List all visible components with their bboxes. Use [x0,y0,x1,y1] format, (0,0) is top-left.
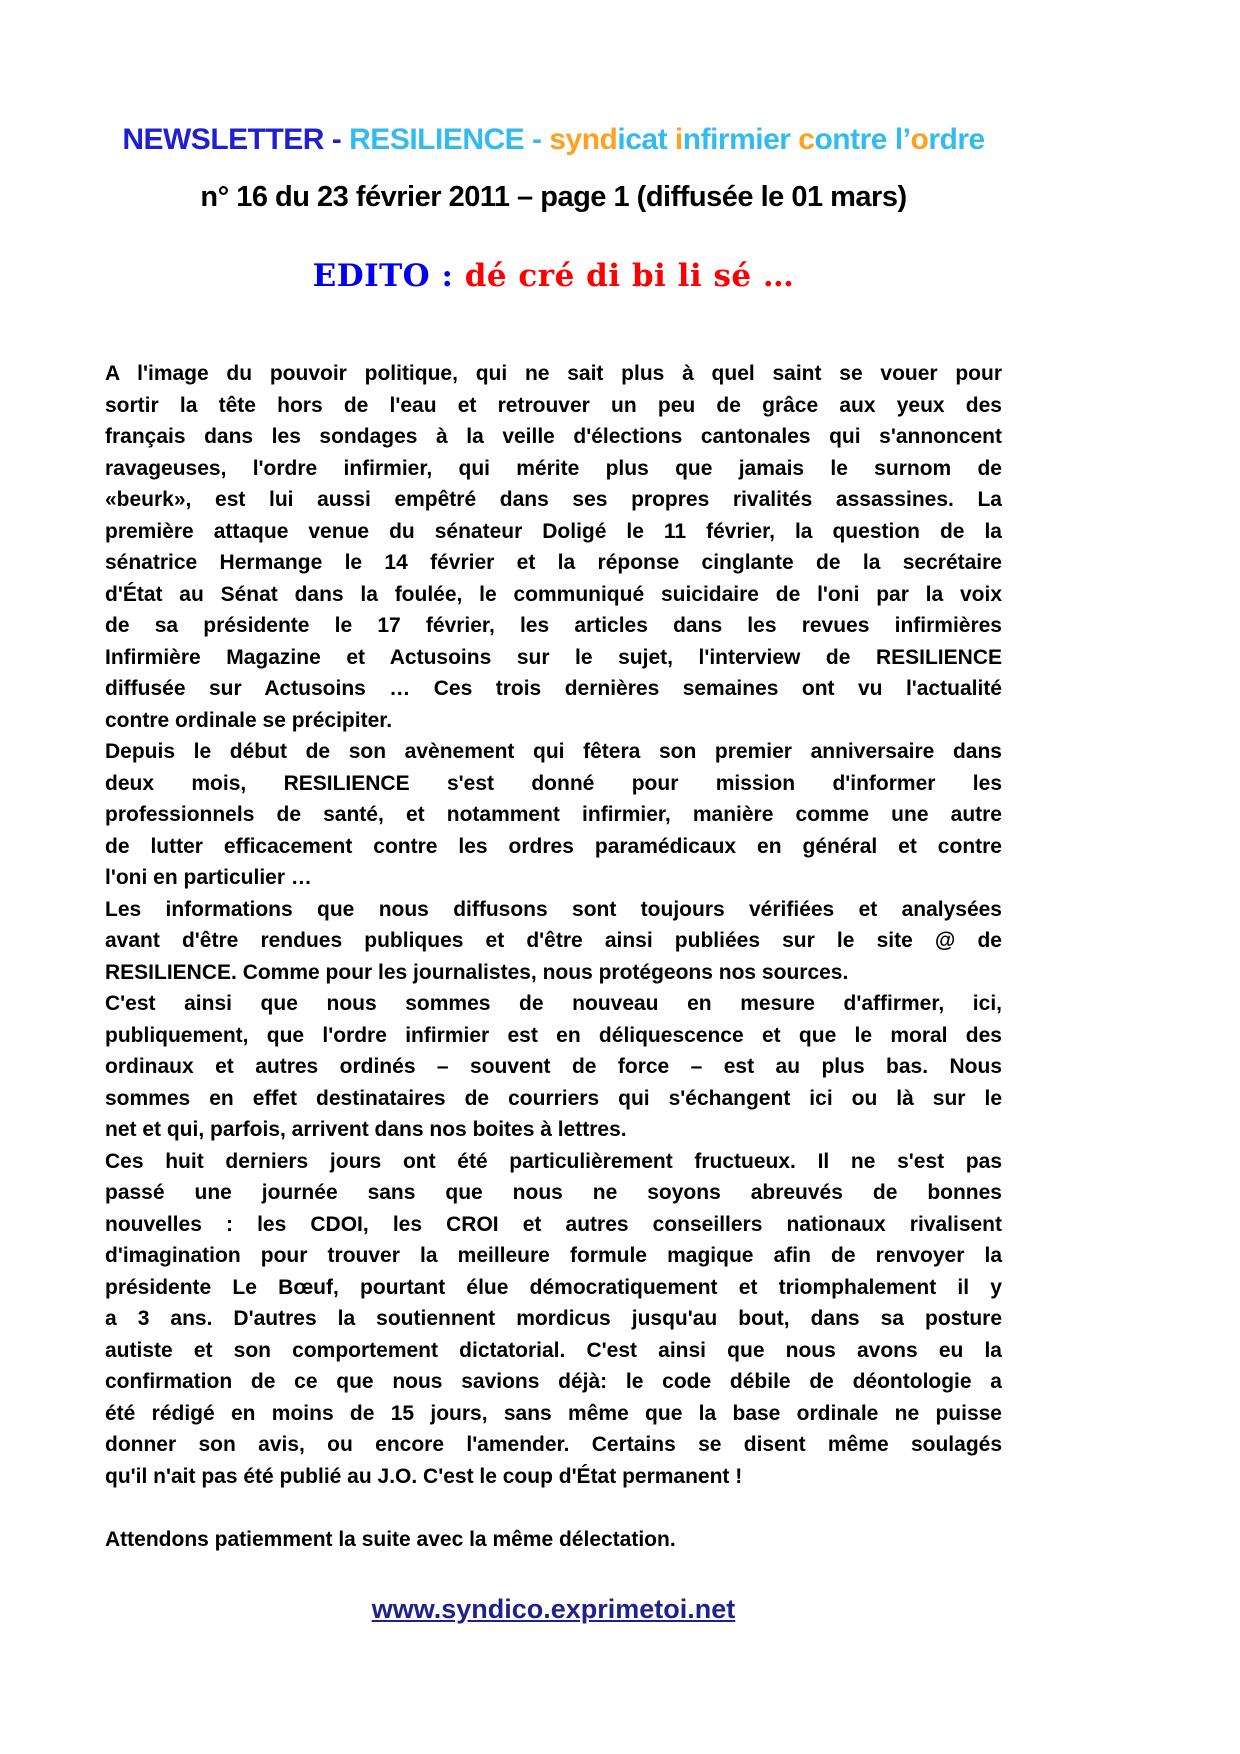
edito-body [105,358,1002,1492]
text-line: présidente Le Bœuf, pourtant élue démocratiquement et triomphalement il y [105,1275,1002,1299]
text-line: de sa présidente le 17 février, les articles dans les revues infirmières [105,614,1002,637]
paragraph [105,358,1002,736]
text-line: RESILIENCE. Comme pour les journalistes, nous protégeons nos sources. [105,960,849,984]
paragraph [105,1146,1002,1493]
text-line: d'imagination pour trouver la meilleure formule magique afin de renvoyer la [105,1244,1002,1267]
text-line: de lutter efficacement contre les ordres paramédicaux en général et contre [105,834,1002,858]
text-line: a 3 ans. D'autres la soutiennent mordicus jusqu'au bout, dans sa posture [105,1307,1002,1330]
paragraph [105,988,1002,1146]
text-line: ravageuses, l'ordre infirmier, qui mérite plus que jamais le surnom de [105,456,1002,480]
title-segment: synd [549,123,618,156]
text-line: sortir la tête hors de l'eau et retrouver un peu de grâce aux yeux des [105,393,1002,417]
site-link[interactable]: www.syndico.exprimetoi.net [371,1593,736,1624]
title-segment: RESILIENCE - [349,123,550,156]
text-line: deux mois, RESILIENCE s'est donné pour mission d'informer les [105,771,1002,795]
text-line: «beurk», est lui aussi empêtré dans ses propres rivalités assassines. La [105,488,1002,511]
text-line: A l'image du pouvoir politique, qui ne sait plus à quel saint se vouer pour [105,362,1002,385]
text-line: Les informations que nous diffusons sont toujours vérifiées et analysées [105,897,1002,921]
title-segment: NEWSLETTER - [122,123,350,156]
text-line: contre ordinale se précipiter. [105,708,393,732]
text-line: Infirmière Magazine et Actusoins sur le sujet, l'interview de RESILIENCE [105,645,1002,669]
text-line: nouvelles : les CDOI, les CROI et autres conseillers nationaux rivalisent [105,1212,1002,1236]
title-segment: nfirmier [682,123,799,156]
text-line: d'État au Sénat dans la foulée, le communiqué suicidaire de l'oni par la voix [105,582,1002,606]
text-line: Ces huit derniers jours ont été particulièrement fructueux. Il ne s'est pas [105,1149,1002,1173]
text-line: ordinaux et autres ordinés – souvent de force – est au plus bas. Nous [105,1055,1002,1078]
text-line: avant d'être rendues publiques et d'être ainsi publiées sur le site @ de [105,929,1002,952]
title-segment: i [674,123,683,156]
text-line: net et qui, parfois, arrivent dans nos boites à lettres. [105,1118,627,1141]
text-line: français dans les sondages à la veille d'élections cantonales qui s'annoncent [105,425,1002,448]
text-line: donner son avis, ou encore l'amender. Certains se disent même soulagés [105,1433,1002,1456]
title-segment: ontre [814,123,895,156]
text-line: sénatrice Hermange le 14 février et la réponse cinglante de la secrétaire [105,551,1002,574]
text-line: été rédigé en moins de 15 jours, sans même que la base ordinale ne puisse [105,1401,1002,1425]
title-segment: l’ [894,123,911,156]
title-segment: c [798,123,815,156]
edito-label: EDITO : [312,258,465,294]
text-line: confirmation de ce que nous savions déjà: le code débile de déontologie a [105,1370,1002,1393]
text-line: qu'il n'ait pas été publié au J.O. C'est le coup d'État permanent ! [105,1464,743,1488]
text-line: sommes en effet destinataires de courriers qui s'échangent ici ou là sur le [105,1086,1002,1110]
newsletter-title [105,122,1002,158]
title-segment: rdre [928,123,985,156]
text-line: professionnels de santé, et notamment infirmier, manière comme une autre [105,803,1002,826]
edito-heading [105,254,1002,298]
text-line: diffusée sur Actusoins … Ces trois dernières semaines ont vu l'actualité [105,677,1002,700]
newsletter-subtitle: n° 16 du 23 février 2011 – page 1 (diffusée le 01 mars) [200,181,907,213]
text-line: publiquement, que l'ordre infirmier est en déliquescence et que le moral des [105,1023,1002,1047]
site-link-row [105,1594,1002,1625]
text-line: Depuis le début de son avènement qui fêtera son premier anniversaire dans [105,740,1002,763]
title-segment: icat [617,123,675,156]
text-line: première attaque venue du sénateur Doligé le 11 février, la question de la [105,519,1002,543]
paragraph [105,736,1002,894]
text-line: C'est ainsi que nous sommes de nouveau en mesure d'affirmer, ici, [105,992,1002,1015]
title-segment: o [910,123,929,156]
text-line: autiste et son comportement dictatorial. C'est ainsi que nous avons eu la [105,1338,1002,1362]
paragraph [105,894,1002,989]
text-line: l'oni en particulier … [105,866,312,889]
text-line: passé une journée sans que nous ne soyons abreuvés de bonnes [105,1181,1002,1204]
edito-title: dé cré di bi li sé … [464,258,795,294]
closing-line: Attendons patiemment la suite avec la même délectation. [105,1528,676,1551]
newsletter-content [105,0,1002,1625]
